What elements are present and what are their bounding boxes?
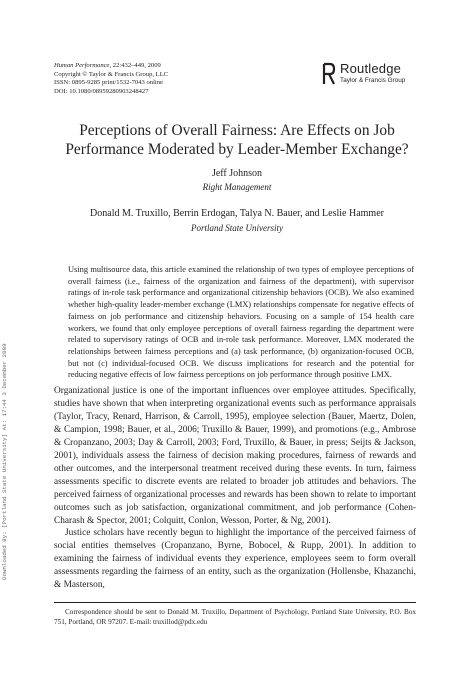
author-coauthors: Donald M. Truxillo, Berrin Erdogan, Talya N. Bauer, and Leslie Hammer [90,208,384,219]
author-primary: Jeff Johnson [211,168,263,179]
article-title: Perceptions of Overall Fairness: Are Effects on Job Performance Moderated by Leader-Member Exchange? [65,122,409,158]
journal-copyright: Copyright © Taylor & Francis Group, LLC [54,70,169,78]
footnote-divider [54,602,416,603]
download-note: Downloaded By: [Portland State University] At: 17:44 3 December 2009 [1,343,8,580]
affiliation-coauthors: Portland State University [191,223,283,233]
journal-doi: DOI: 10.1080/08959280903248427 [54,87,149,95]
body-paragraph: Organizational justice is one of the important influences over employee attitudes. Specifically, studies have shown that when interpreting organizational events such as performance appraisals (Taylor, Tracy, Renard, Harrison, & Carroll, 1995), employee selection (Bauer, Maertz, Dolen, & Campion, 1998; Bauer, et al., 2006; Truxillo & Bauer, 1999), and promotions (e.g., Ambrose & Cropanzano, 2003; Day & Carroll, 2003; Ford, Truxillo, & Bauer, in press; Seijts & Jackson, 2001), individuals assess the fairness of decision making procedures, fairness of rewards and other outcomes, and the interpersonal treatment received during these events. In turn, fairness assessments specific to discrete events are related to broader job attitudes and behaviors. The perceived fairness of organizational processes and rewards has been shown to relate to important outcomes such as job satisfaction, organizational commitment, and job performance (Cohen-Charash & Spector, 2001; Colquitt, Conlon, Wesson, Porter, & Ng, 2001). [54,386,416,526]
journal-name: Human Performance [54,62,110,69]
journal-citation-line [54,62,168,71]
body-paragraph: Justice scholars have recently begun to highlight the importance of the perceived fairness of social entities themselves (Cropanzano, Byrne, Bobocel, & Rupp, 2001). In addition to examining the fairness of individual events they experience, employees seem to form overall assessments regarding the fairness of an entity, such as the organization (Hollensbe, Khazanchi, & Masterson, [54,528,416,591]
download-watermark [1,220,11,580]
publisher-name: Routledge [340,61,402,76]
routledge-mark-icon [322,62,336,86]
journal-info [54,62,168,96]
publisher-logo [322,62,442,88]
correspondence-footnote: Correspondence should be sent to Donald M. Truxillo, Department of Psychology, Portland State University, P.O. Box 751, Portland, OR 97207. E-mail: truxillod@pdx.edu [54,608,416,626]
publisher-subtitle: Taylor & Francis Group [340,77,406,84]
abstract: Using multisource data, this article examined the relationship of two types of employee perceptions of overall fairness (i.e., fairness of the organization and fairness of the department), with supervisor ratings of in-role task performance and organizational citizenship behaviors (OCB). We also examined whether high-quality leader-member exchange (LMX) relationships compensate for negative effects of fairness on job performance and citizenship behaviors. Focusing on a sample of 154 health care workers, we found that only employee perceptions of overall fairness regarding the department were related to supervisory ratings of OCB and in-role task performance. Moreover, LMX moderated the relationships between fairness perceptions and (a) task performance, (b) organization-focused OCB, but not (c) individual-focused OCB. We discuss implications for research and the potential for reducing negative effects of low fairness perceptions on job performance through positive LMX. [68,265,414,380]
journal-issn: ISSN: 0895-9285 print/1532-7043 online [54,79,163,87]
affiliation-primary: Right Management [202,182,272,192]
journal-citation: , 22:432–449, 2009 [109,62,161,69]
body-text [54,385,416,592]
